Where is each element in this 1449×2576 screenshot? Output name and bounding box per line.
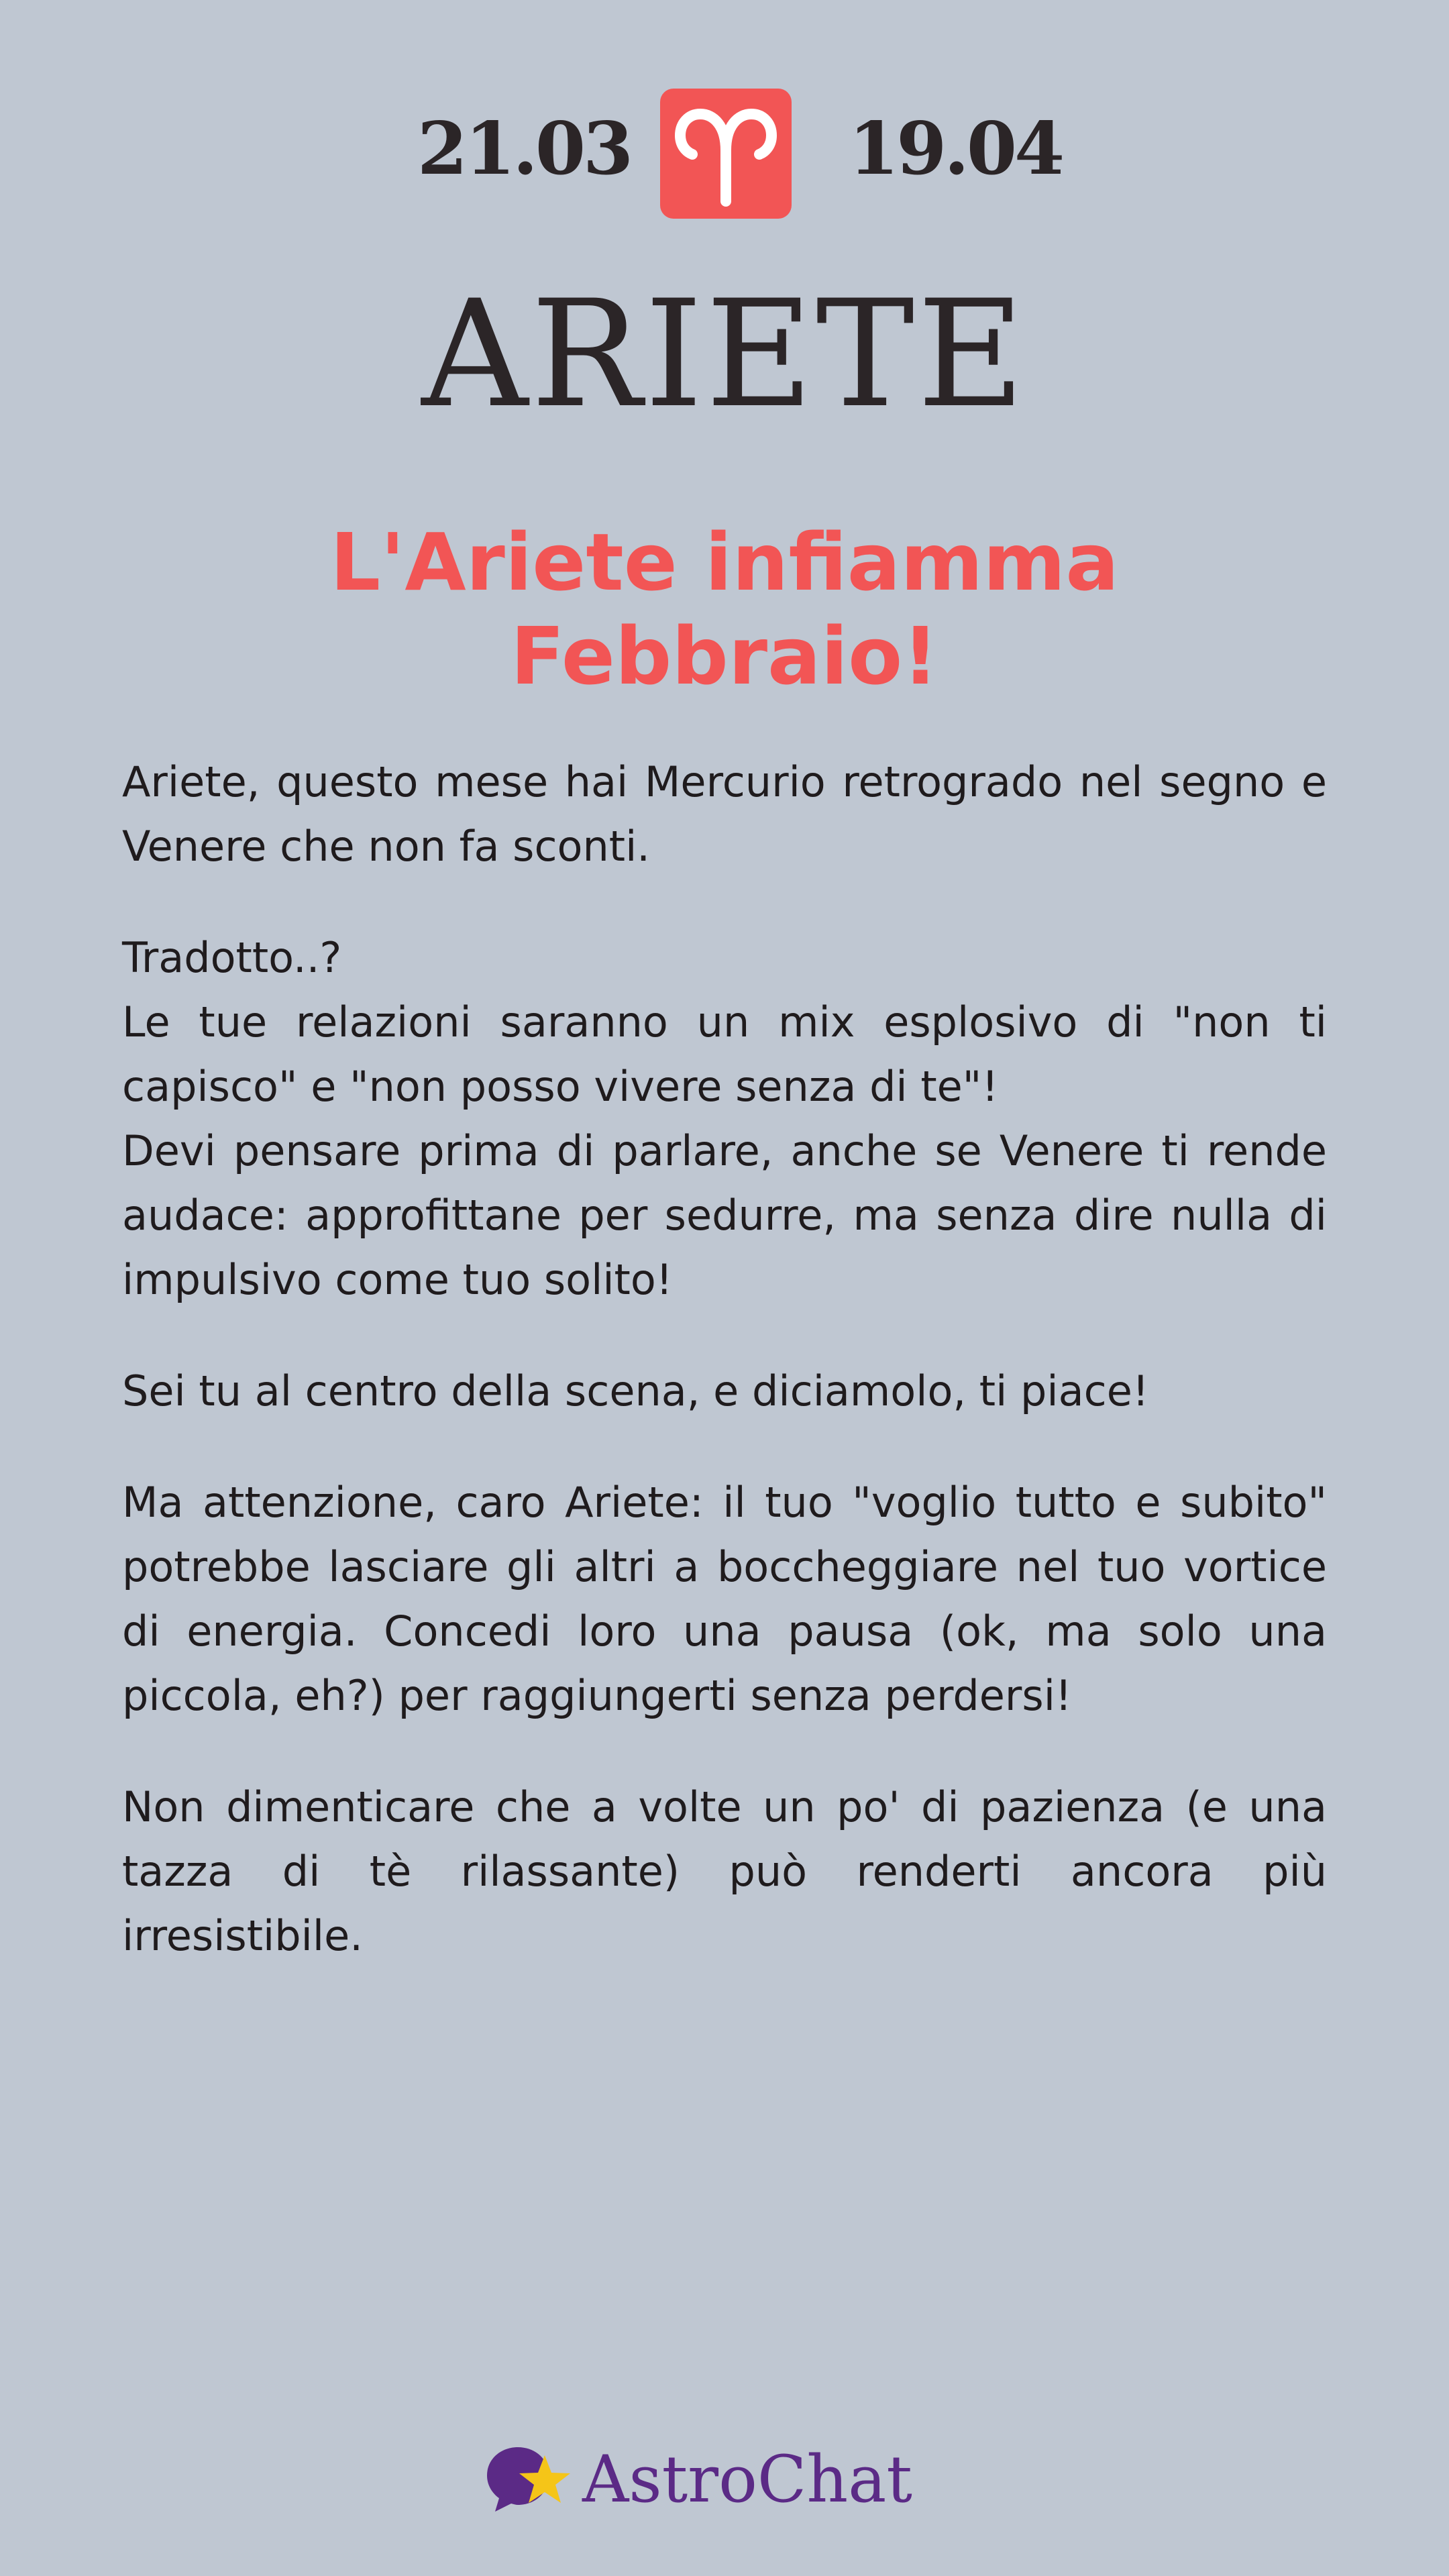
brand-footer xyxy=(483,2442,966,2522)
chat-bubble-star-icon xyxy=(483,2442,577,2519)
headline-line-2: Febbraio! xyxy=(511,610,938,702)
horoscope-article xyxy=(122,750,1327,2015)
paragraph-translation-relations: Le tue relazioni saranno un mix esplosivo di "non ti capisco" e "non posso vivere senza di te"! xyxy=(122,998,1327,1111)
paragraph-patience: Non dimenticare che a volte un po' di pazienza (e una tazza di tè rilassante) può renderti ancora più irresistibile. xyxy=(122,1782,1327,1960)
sign-title: ARIETE xyxy=(421,268,1028,440)
paragraph-intro: Ariete, questo mese hai Mercurio retrogrado nel segno e Venere che non fa sconti. xyxy=(122,757,1327,871)
paragraph-translation xyxy=(122,926,1327,1312)
paragraph-translation-advice: Devi pensare prima di parlare, anche se Venere ti rende audace: approfittane per sedurre, ma senza dire nulla di impulsivo come tuo solito! xyxy=(122,1126,1327,1304)
paragraph-translation-intro: Tradotto..? xyxy=(122,933,342,982)
zodiac-header xyxy=(0,89,1449,220)
aries-symbol-icon xyxy=(660,89,792,219)
brand-name: AstroChat xyxy=(582,2442,912,2517)
headline-line-1: L'Ariete infiamma xyxy=(330,516,1119,608)
headline xyxy=(0,515,1449,703)
paragraph-center-stage: Sei tu al centro della scena, e diciamolo, ti piace! xyxy=(122,1366,1149,1415)
paragraph-warning: Ma attenzione, caro Ariete: il tuo "voglio tutto e subito" potrebbe lasciare gli altri a boccheggiare nel tuo vortice di energia. Concedi loro una pausa (ok, ma solo una piccola, eh?) per raggiungerti senza perdersi! xyxy=(122,1478,1327,1720)
end-date: 19.04 xyxy=(849,107,1063,191)
start-date: 21.03 xyxy=(417,107,631,191)
